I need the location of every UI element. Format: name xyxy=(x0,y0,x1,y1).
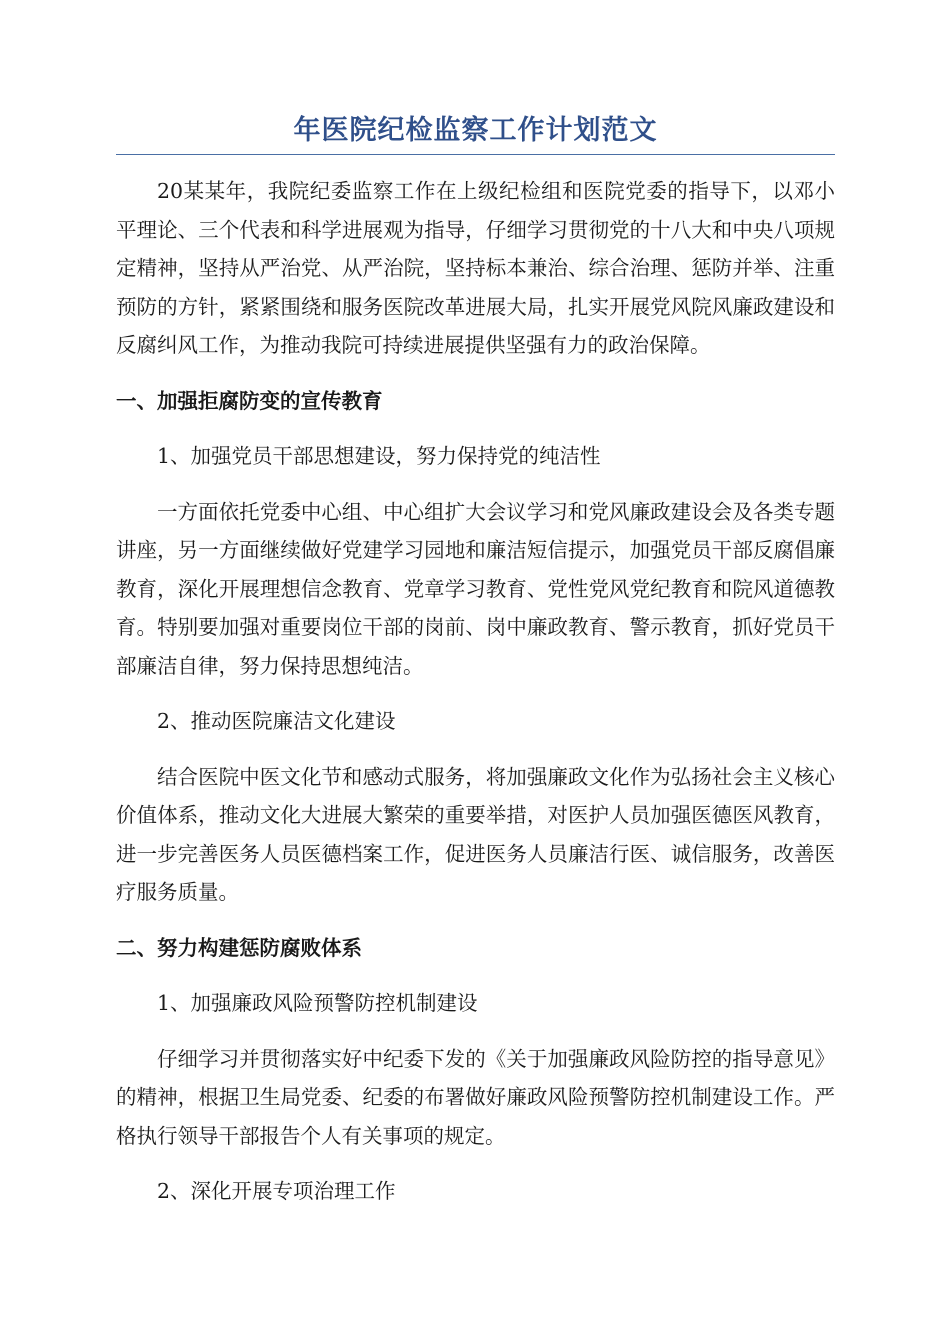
body-paragraph-1-2: 结合医院中医文化节和感动式服务，将加强廉政文化作为弘扬社会主义核心价值体系，推动文化大进展大繁荣的重要举措，对医护人员加强医德医风教育，进一步完善医务人员医德档案工作，促进医务人员廉洁行医、诚信服务，改善医疗服务质量。 xyxy=(116,764,835,904)
body-paragraph-2-1: 仔细学习并贯彻落实好中纪委下发的《关于加强廉政风险防控的指导意见》的精神，根据卫生局党委、纪委的布署做好廉政风险预警防控机制建设工作。严格执行领导干部报告个人有关事项的规定。 xyxy=(116,1046,835,1148)
subheading-2-1: 1、加强廉政风险预警防控机制建设 xyxy=(157,991,478,1015)
subheading-1-1: 1、加强党员干部思想建设，努力保持党的纯洁性 xyxy=(157,444,601,468)
subheading-2-2: 2、深化开展专项治理工作 xyxy=(157,1179,396,1203)
body-paragraph-1-1: 一方面依托党委中心组、中心组扩大会议学习和党风廉政建设会及各类专题讲座，另一方面继续做好党建学习园地和廉洁短信提示，加强党员干部反腐倡廉教育，深化开展理想信念教育、党章学习教育、党性党风党纪教育和院风道德教育。特别要加强对重要岗位干部的岗前、岗中廉政教育、警示教育，抓好党员干部廉洁自律，努力保持思想纯洁。 xyxy=(116,499,835,678)
section-heading-1: 一、加强拒腐防变的宣传教育 xyxy=(116,388,383,413)
document-page xyxy=(116,112,835,1211)
subheading-1-2: 2、推动医院廉洁文化建设 xyxy=(157,709,396,733)
intro-paragraph: 20某某年，我院纪委监察工作在上级纪检组和医院党委的指导下，以邓小平理论、三个代表和科学进展观为指导，仔细学习贯彻党的十八大和中央八项规定精神，坚持从严治党、从严治院，坚持标本兼治、综合治理、惩防并举、注重预防的方针，紧紧围绕和服务医院改革进展大局，扎实开展党风院风廉政建设和反腐纠风工作，为推动我院可持续进展提供坚强有力的政治保障。 xyxy=(116,179,835,357)
title-underline xyxy=(116,154,835,155)
section-heading-2: 二、努力构建惩防腐败体系 xyxy=(116,935,362,960)
document-title: 年医院纪检监察工作计划范文 xyxy=(293,115,658,146)
